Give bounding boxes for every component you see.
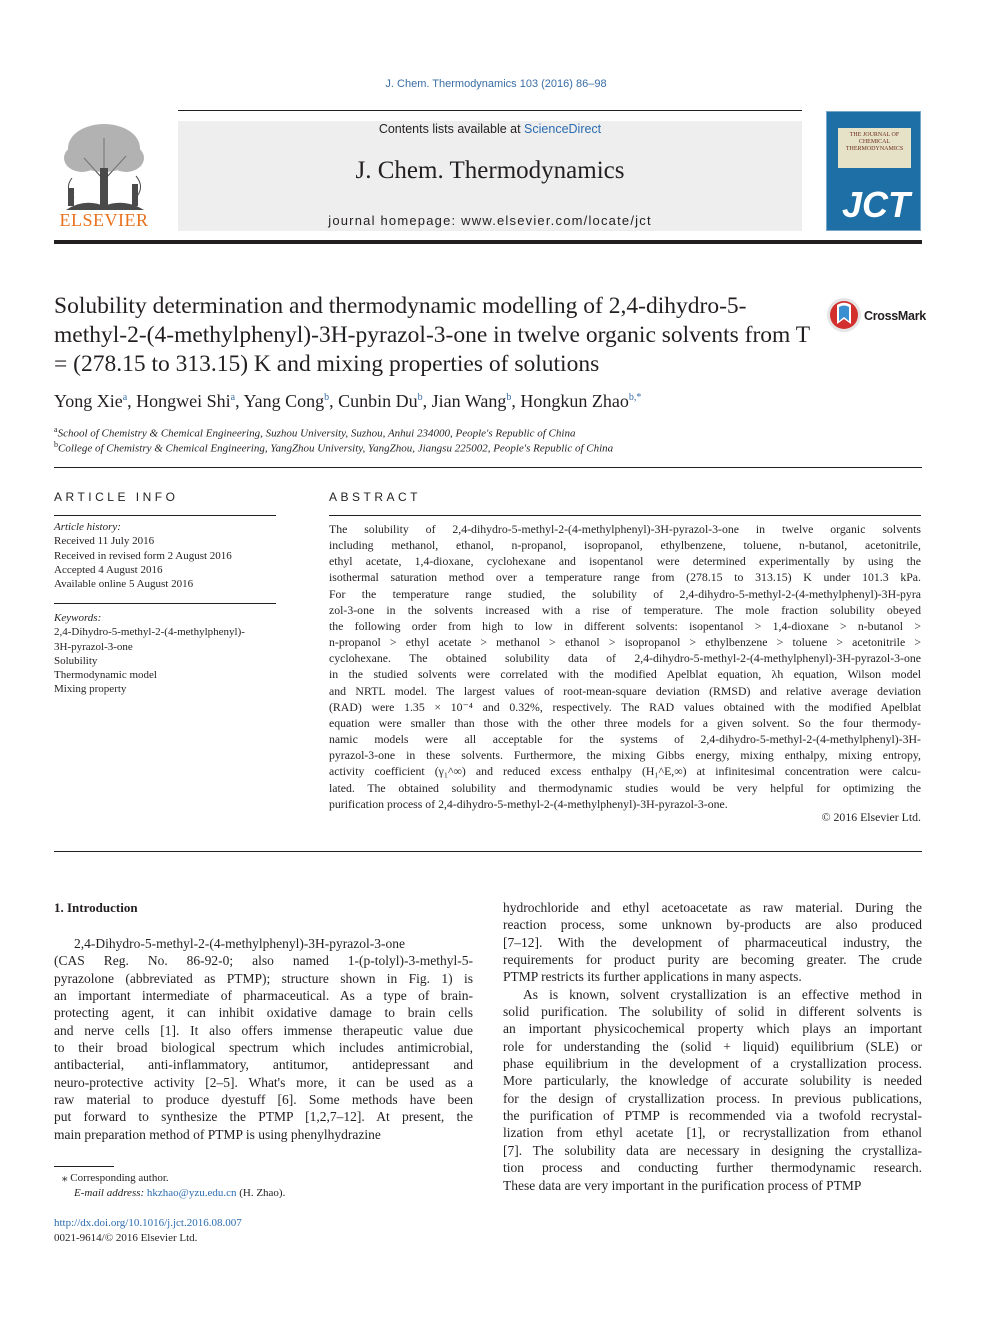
sciencedirect-link[interactable]: ScienceDirect [524, 122, 602, 136]
keyword: 2,4-Dihydro-5-methyl-2-(4-methylphenyl)- [54, 626, 245, 639]
text-line: [7]. The solubility data are necessary in designing the crystalliza- [503, 1142, 922, 1158]
text-line: isothermal saturation method over a temperature range from (278.15 to 313.15) K under 101.3 kPa. [329, 570, 921, 585]
author[interactable]: Yang Cong [243, 391, 325, 411]
keyword: 3H-pyrazol-3-one [54, 640, 133, 653]
section-rule [54, 467, 922, 468]
journal-cover [826, 111, 921, 231]
history-item: Received in revised form 2 August 2016 [54, 549, 232, 562]
text-line: namic models were all acceptable for the systems of 2,4-dihydro-5-methyl-2-(4-methylphenyl)-3H- [329, 732, 921, 747]
text-line: solid purification. The solubility of solid in different solvents is [503, 1004, 922, 1020]
text-line: raw material to produce dyestuff [6]. Some methods have been [54, 1092, 473, 1108]
text-line: (CAS Reg. No. 86-92-0; also named 1-(p-tolyl)-3-methyl-5- [54, 953, 473, 969]
text-line: reaction process, some unknown by-products are also produced [503, 917, 922, 933]
affiliation-a [54, 425, 575, 440]
affiliation-mark: a [54, 425, 58, 434]
text-line: equation were smaller than those with the other three models for a given solvent. So the four thermody- [329, 715, 921, 730]
author-list: Yong Xie$^a$, Hongwei Shi$^a$, Yang Cong$^b$, Cunbin Du$^b$, Jian Wang$^b$, Hongkun Zhao$^{b,*}$ [54, 391, 642, 411]
keywords [54, 611, 245, 697]
corresponding-author-note: ⁎ Corresponding author. [62, 1172, 169, 1184]
text-line: an important physicochemical property which plays an important [503, 1021, 922, 1037]
text-line: PTMP restricts its further applications in many aspects. [503, 969, 802, 985]
text-line: purification process of 2,4-dihydro-5-methyl-2-(4-methylphenyl)-3H-pyrazol-3-one. [329, 796, 728, 811]
email-label: E-mail address: [74, 1187, 147, 1199]
abstract-bottom-rule [54, 851, 922, 852]
text-line: lated. The obtained solubility and thermodynamic studies would be very helpful for optimizing the [329, 780, 921, 795]
keyword: Mixing property [54, 683, 127, 696]
article-info-rule [54, 515, 276, 516]
article-title: Solubility determination and thermodynamic modelling of 2,4-dihydro-5-methyl-2-(4-methylphenyl)-3H-pyrazol-3-one in twelve organic solvents from T = (278.15 to 313.15) K and mixing properties of solutions [54, 293, 810, 377]
text-line: the purification of PTMP is recommended via a twofold recrystal- [503, 1108, 922, 1124]
doi-link[interactable]: http://dx.doi.org/10.1016/j.jct.2016.08.007 [54, 1217, 242, 1229]
abstract-rule [329, 515, 921, 516]
text-line: More particularly, the knowledge of accurate solubility is needed [503, 1073, 922, 1089]
text-line: tion process and conducting further thermodynamic research. [503, 1160, 922, 1176]
text-line: to their broad biological spectrum which includes antimicrobial, [54, 1040, 473, 1056]
text-line: (RAD) were 1.35 × 10⁻⁴ and 0.32%, respectively. The RAD values obtained with the modified Apelblat [329, 699, 921, 714]
homepage-url[interactable]: www.elsevier.com/locate/jct [461, 213, 652, 228]
article-info-heading: ARTICLE INFO [54, 490, 179, 504]
history-item: Received 11 July 2016 [54, 535, 155, 548]
text-line: an important intermediate of pharmaceutical. As a type of brain- [54, 988, 473, 1004]
author-affil-mark[interactable]: b [417, 392, 423, 403]
crossmark-label: CrossMark [864, 309, 926, 323]
history-item: Accepted 4 August 2016 [54, 563, 163, 576]
email-note [74, 1187, 285, 1199]
author-affil-mark[interactable]: b [506, 392, 512, 403]
text-line: requirements for product purity are becoming greater. The crude [503, 952, 922, 968]
text-line: hydrochloride and ethyl acetoacetate as raw material. During the [503, 900, 922, 915]
elsevier-logo: ELSEVIER [59, 210, 149, 230]
author[interactable]: Hongkun Zhao [520, 391, 629, 411]
keyword: Thermodynamic model [54, 669, 157, 682]
text-line: These data are very important in the purification process of PTMP [503, 1177, 862, 1193]
affiliation-b [54, 440, 613, 455]
cover-abbrev: JCT [841, 184, 910, 225]
text-line: n-propanol > ethyl acetate > methanol > ethanol > isopropanol > ethylbenzene > toluene > acetonitrile > [329, 635, 921, 650]
text-line: for the design of crystallization process. In previous publications, [503, 1090, 922, 1106]
history-item: Available online 5 August 2016 [54, 578, 194, 591]
text-line: activity coefficient (γ₁^∞) and reduced excess enthalpy (H₁^E,∞) at infinitesimal concentration were calcu- [329, 764, 921, 779]
journal-homepage [178, 213, 802, 228]
contents-prefix: Contents lists available at [378, 122, 525, 136]
author[interactable]: Hongwei Shi [136, 391, 231, 411]
author-affil-mark[interactable]: a [230, 392, 236, 403]
keywords-label: Keywords: [54, 612, 102, 624]
text-line: zol-3-one in the solvents increased with a rise of temperature. The mole fraction solubility obeyed [329, 602, 921, 617]
copyright: © 2016 Elsevier Ltd. [821, 810, 921, 824]
abstract-body [329, 521, 921, 812]
text-line: protecting agent, it can inhibit oxidative damage to brain cells [54, 1005, 473, 1021]
text-line: including methanol, ethanol, n-propanol, isopropanol, ethylbenzene, toluene, n-butanol, acetonitrile, [329, 538, 921, 553]
keyword: Solubility [54, 654, 98, 667]
author-affil-mark[interactable]: b [324, 392, 330, 403]
header-rule [178, 110, 802, 111]
text-line: main preparation method of PTMP is using phenylhydrazine [54, 1126, 381, 1142]
text-line: neuro-protective activity [2–5]. What's more, it can be used as a [54, 1074, 473, 1090]
text-line: antibacterial, anti-inflammatory, antitumor, antidepressant and [54, 1057, 473, 1073]
text-line: The solubility of 2,4-dihydro-5-methyl-2-(4-methylphenyl)-3H-pyrazol-3-one in twelve organic solvents [329, 522, 921, 536]
text-line: and nerve cells [1]. It also offers immense therapeutic value due [54, 1022, 473, 1038]
author-affil-mark[interactable]: a [122, 392, 128, 403]
issn-line: 0021-9614/© 2016 Elsevier Ltd. [54, 1232, 198, 1244]
text-line: pyrazol-3-one in these solvents. Furthermore, the mixing Gibbs energy, mixing enthalpy, mixing entropy, [329, 748, 921, 763]
text-line: For the temperature range studied, the solubility of 2,4-dihydro-5-methyl-2-(4-methylphenyl)-3H-pyra [329, 586, 921, 601]
text-line: As is known, solvent crystallization is an effective method in [523, 986, 922, 1002]
text-line: lization from ethyl acetate [1], or recrystallization from ethanol [503, 1125, 922, 1141]
journal-name: J. Chem. Thermodynamics [355, 157, 625, 184]
contents-line [178, 122, 802, 136]
text-line: put forward to synthesize the PTMP [1,2,7–12]. At present, the [54, 1109, 473, 1125]
header-thick-rule [54, 240, 922, 244]
crossmark-icon [826, 297, 862, 333]
text-line: ethyl acetate, 1,4-dioxane, cyclohexane and isopentanol were determined experimentally by using the [329, 554, 921, 569]
text-line: pyrazolone (abbreviated as PTMP); structure shown in Fig. 1) is [54, 970, 473, 986]
text-line: cyclohexane. The obtained solubility data of 2,4-dihydro-5-methyl-2-(4-methylphenyl)-3H-pyrazol-3-one [329, 651, 921, 666]
history-label: Article history: [54, 521, 121, 533]
keywords-rule [54, 603, 276, 604]
text-line: and NRTL model. The largest values of root-mean-square deviation (RMSD) and relative average deviation [329, 683, 921, 698]
journal-citation: J. Chem. Thermodynamics 103 (2016) 86–98 [385, 78, 607, 90]
affiliation-text: College of Chemistry & Chemical Engineering, YangZhou University, YangZhou, Jiangsu 225002, People's Republic of China [58, 442, 614, 455]
homepage-label: journal homepage: [328, 213, 462, 228]
text-line: phase equilibrium in the development of a crystallization process. [503, 1056, 922, 1072]
text-line: 2,4-Dihydro-5-methyl-2-(4-methylphenyl)-3H-pyrazol-3-one [74, 936, 406, 951]
abstract-heading: ABSTRACT [329, 490, 422, 504]
text-line: the following order from high to low in different solvents: isopentanol > 1,4-dioxane > n-butanol > [329, 618, 921, 633]
text-line: role for understanding the (solid + liquid) equilibrium (SLE) or [503, 1038, 922, 1054]
affiliation-text: School of Chemistry & Chemical Engineering, Suzhou University, Suzhou, Anhui 234000, People's Republic of China [57, 427, 576, 440]
footnote-rule [54, 1166, 114, 1167]
author[interactable]: Cunbin Du [338, 391, 418, 411]
author-affil-mark[interactable]: b,* [628, 392, 642, 403]
body-column-left [54, 935, 473, 1143]
cover-title: THE JOURNAL OF CHEMICAL THERMODYNAMICS [838, 128, 911, 168]
introduction-heading: 1. Introduction [54, 900, 138, 915]
email-link[interactable]: hkzhao@yzu.edu.cn [146, 1187, 237, 1199]
text-line: [7–12]. With the development of pharmaceutical industry, the [503, 934, 922, 950]
author[interactable]: Jian Wang [431, 391, 507, 411]
text-line: in the studied solvents were correlated with the modified Apelblat equation, λh equation, Wilson model [329, 667, 921, 682]
email-suffix: (H. Zhao). [236, 1187, 286, 1199]
body-column-right [503, 899, 922, 1194]
author[interactable]: Yong Xie [54, 391, 123, 411]
article-history [54, 520, 232, 591]
affiliation-mark: b [54, 440, 58, 449]
